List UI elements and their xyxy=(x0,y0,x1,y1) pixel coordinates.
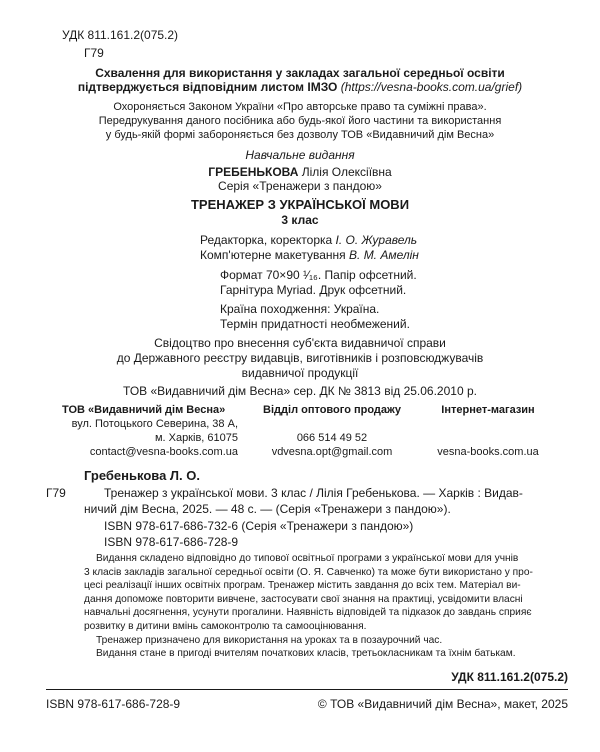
purpose-line-2: Видання стане в пригоді вчителям початкових класів, третьокласникам та їхнім батькам. xyxy=(96,648,516,660)
catalog-isbn-1: ISBN 978-617-686-732-6 (Серія «Тренажери з пандою») xyxy=(104,519,414,533)
origin-line-2: Термін придатності необмежений. xyxy=(220,317,410,331)
approval-line-1: Схвалення для використання у закладах загальної середньої освіти xyxy=(95,66,505,80)
abstract xyxy=(84,552,564,661)
udc-code: УДК 811.161.2(075.2) xyxy=(62,28,179,42)
purpose-line-1: Тренажер призначено для використання на уроках та в позаурочний час. xyxy=(96,634,443,646)
footer-isbn: ISBN 978-617-686-728-9 xyxy=(46,697,181,711)
wholesale-phone: 066 514 49 52 xyxy=(296,432,368,444)
shop-url: vesna-books.com.ua xyxy=(437,446,539,458)
catalog-code: Г79 xyxy=(46,486,66,500)
approval-line-2 xyxy=(0,80,600,94)
publisher-title: ТОВ «Видавничий дім Весна» xyxy=(62,404,226,416)
catalog-author: Гребенькова Л. О. xyxy=(84,468,200,483)
certificate-line-1: Свідоцтво про внесення суб'єкта видавничої справи xyxy=(154,336,446,350)
abstract-line-1: Видання складено відповідно до типової освітньої програми з української мови для учнів xyxy=(96,553,519,564)
publisher-address-2: м. Харків, 61075 xyxy=(154,432,238,444)
credit-layout-name: В. М. Амелін xyxy=(349,248,419,262)
footer-divider xyxy=(46,689,568,690)
credit-layout xyxy=(200,248,419,262)
format-line-2: Гарнітура Myriad. Друк офсетний. xyxy=(220,283,407,297)
copyright-notice-2: Передрукування даного посібника або будь-якої його частини та використання xyxy=(98,115,502,127)
catalog-isbn-2: ISBN 978-617-686-728-9 xyxy=(104,535,239,549)
publisher-email: contact@vesna-books.com.ua xyxy=(89,446,238,458)
author-name: Лілія Олексіївна xyxy=(301,165,392,179)
abstract-line-4: дання допоможе повторити вивчене, застосувати свої знання на практиці, усвідомити власні xyxy=(84,593,523,605)
copyright-notice-1: Охороняється Законом України «Про авторське право та суміжні права». xyxy=(113,101,487,113)
footer-copyright: © ТОВ «Видавничий дім Весна», макет, 2025 xyxy=(317,697,568,711)
abstract-line-5: навчальні досягнення, усунути прогалини. Наявність відповідей та підказок до завдань сприяє xyxy=(84,607,532,619)
abstract-line-6: розвитку в дитини вмінь самоконтролю та самооцінювання. xyxy=(84,620,367,632)
catalog-description-2: ничий дім Весна, 2025. — 48 с. — (Серія «Тренажери з пандою»). xyxy=(84,502,451,516)
series: Серія «Тренажери з пандою» xyxy=(218,179,382,193)
certificate-line-2: до Державного реєстру видавців, виготівників і розповсюджувачів xyxy=(116,351,484,365)
credit-editor xyxy=(200,233,417,247)
format-line-1: Формат 70×90 ¹⁄₁₆. Папір офсетний. xyxy=(220,268,417,282)
wholesale-title: Відділ оптового продажу xyxy=(263,404,401,416)
certificate-line-3: видавничої продукції xyxy=(241,366,359,380)
publisher-address-1: вул. Потоцького Северина, 38 А, xyxy=(71,418,238,430)
approval-text: підтверджується відповідним листом ІМЗО xyxy=(77,80,338,94)
bottom-udc: УДК 811.161.2(075.2) xyxy=(451,670,568,684)
credit-layout-role: Комп'ютерне макетування xyxy=(200,248,346,262)
author-surname: ГРЕБЕНЬКОВА xyxy=(208,165,299,179)
shop-title: Інтернет-магазин xyxy=(441,404,535,416)
edition-type: Навчальне видання xyxy=(245,148,355,162)
book-title: ТРЕНАЖЕР З УКРАЇНСЬКОЇ МОВИ xyxy=(190,197,410,212)
wholesale-email: vdvesna.opt@gmail.com xyxy=(271,446,393,458)
grade: 3 клас xyxy=(281,213,319,227)
credit-editor-name: І. О. Журавель xyxy=(335,233,418,247)
abstract-line-2: 3 класів закладів загальної середньої освіти (О. Я. Савченко) та може бути використано у про- xyxy=(84,566,533,578)
origin-line-1: Країна походження: Україна. xyxy=(220,302,380,316)
author xyxy=(0,165,600,179)
copyright-notice-3: у будь-якій формі забороняється без дозволу ТОВ «Видавничий дім Весна» xyxy=(105,129,495,141)
bbk-code: Г79 xyxy=(84,46,104,60)
approval-link: (https://vesna-books.com.ua/grief) xyxy=(340,80,523,94)
credit-editor-role: Редакторка, коректорка xyxy=(200,233,333,247)
abstract-line-3: цесі реалізації інших освітніх програм. Тренажер містить завдання до всіх тем. Матеріал ви- xyxy=(84,580,521,592)
catalog-description-1: Тренажер з української мови. 3 клас / Лілія Гребенькова. — Харків : Видав- xyxy=(104,486,523,500)
certificate-number: ТОВ «Видавничий дім Весна» сер. ДК № 3813 від 25.06.2010 р. xyxy=(123,384,477,398)
